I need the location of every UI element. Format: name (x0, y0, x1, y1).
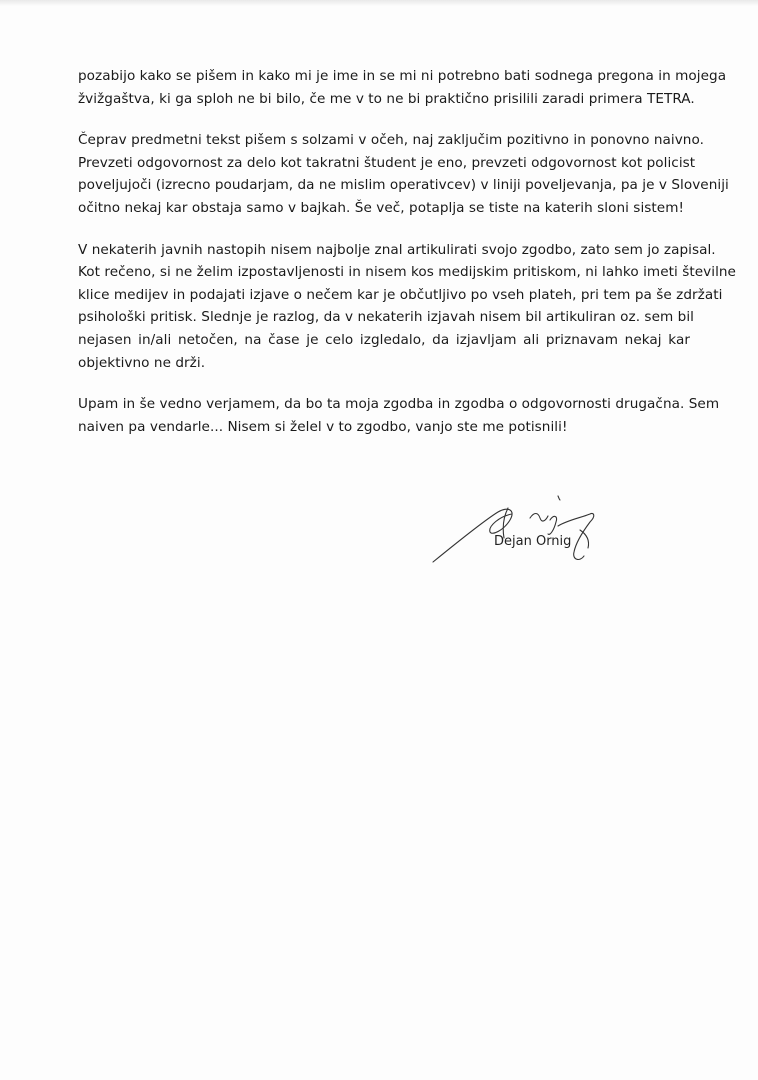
letter-body (78, 65, 736, 457)
text-line: Kot rečeno, si ne želim izpostavljenosti in nisem kos medijskim pritiskom, ni lahko imeti številne (78, 264, 736, 281)
text-line: V nekaterih javnih nastopih nisem najbolje znal artikulirati svojo zgodbo, zato sem jo zapisal. (78, 241, 716, 258)
paragraph-1 (78, 65, 727, 110)
text-line: pozabijo kako se pišem in kako mi je ime in se mi ni potrebno bati sodnega pregona in mojega (78, 68, 727, 84)
text-line: očitno nekaj kar obstaja samo v bajkah. Še več, potaplja se tiste na katerih sloni sistem! (78, 199, 684, 216)
text-line: Upam in še vedno verjamem, da bo ta moja zgodba in zgodba o odgovornosti drugačna. Sem (78, 396, 720, 413)
text-line: Prevzeti odgovornost za delo kot takratni študent je eno, prevzeti odgovornost kot policist (78, 154, 696, 171)
paragraph-2 (78, 129, 729, 219)
signature-block (430, 490, 610, 590)
text-line: poveljujoči (izrecno poudarjam, da ne mislim operativcev) v liniji poveljevanja, pa je v Sloveniji (78, 177, 729, 194)
text-line: žvižgaštva, ki ga sploh ne bi bilo, če me v to ne bi praktično prisilili zaradi primera TETRA. (78, 90, 695, 107)
paragraph-3 (78, 239, 736, 375)
text-line: naiven pa vendarle... Nisem si želel v to zgodbo, vanjo ste me potisnili! (78, 418, 568, 435)
text-line: nejasen in/ali netočen, na čase je celo izgledalo, da izjavljam ali priznavam nekaj kar (78, 331, 690, 348)
text-line: klice medijev in podajati izjave o nečem kar je občutljivo po vseh plateh, pri tem pa še zdržati (78, 286, 723, 303)
scan-edge (0, 0, 758, 6)
text-line: Čeprav predmetni tekst pišem s solzami v očeh, naj zaključim pozitivno in ponovno naivno. (78, 132, 704, 149)
paragraph-4 (78, 393, 720, 438)
text-line: psihološki pritisk. Slednje je razlog, da v nekaterih izjavah nisem bil artikuliran oz. sem bil (78, 309, 694, 326)
signature-name: Dejan Ornig (494, 534, 572, 549)
text-line: objektivno ne drži. (78, 354, 206, 371)
